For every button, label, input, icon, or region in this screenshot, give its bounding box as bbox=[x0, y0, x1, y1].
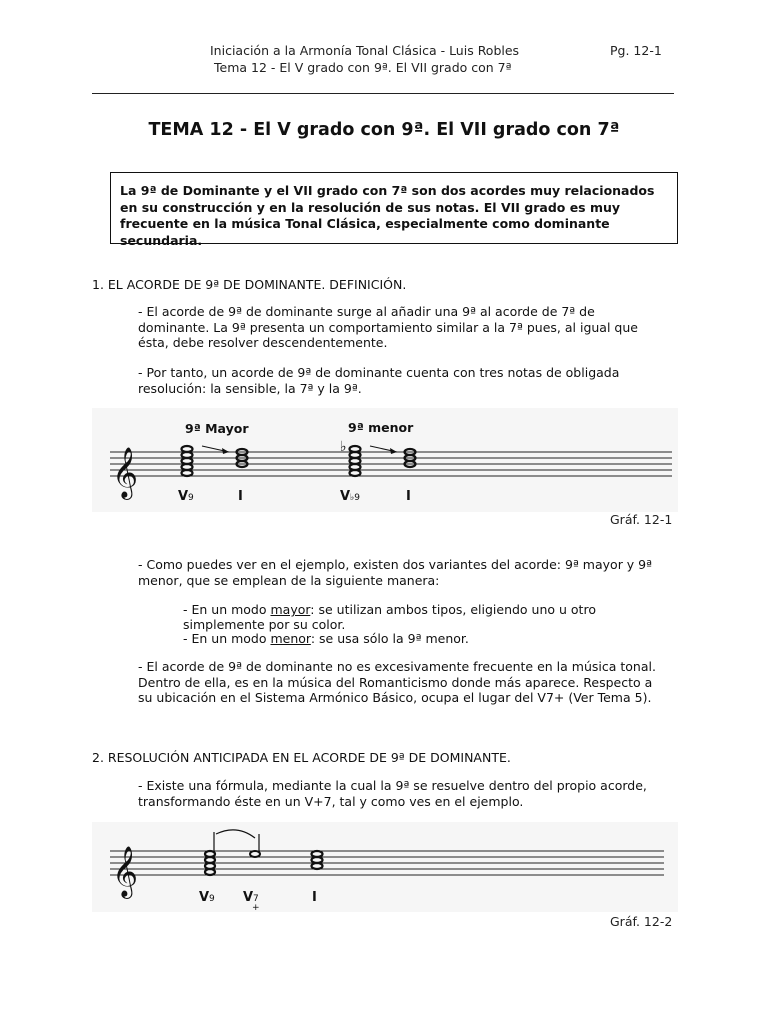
label-9-major: 9ª Mayor bbox=[185, 421, 249, 436]
header-divider bbox=[92, 93, 674, 94]
staff-svg-2 bbox=[92, 822, 678, 912]
list-item-major bbox=[183, 602, 596, 618]
roman-v7: V bbox=[243, 890, 254, 905]
header-topic: Tema 12 - El V grado con 9ª. El VII grado con 7ª bbox=[214, 60, 512, 75]
section-1-paragraph-1: - El acorde de 9ª de dominante surge al añadir una 9ª al acorde de 7ª de dominante. La 9ª presenta un comportamiento similar a la 7ª pues, al igual que ésta, debe resolver descendentemente. bbox=[138, 304, 638, 350]
label-9-minor: 9ª menor bbox=[348, 420, 414, 435]
header-doc-title: Iniciación a la Armonía Tonal Clásica - Luis Robles bbox=[210, 43, 520, 58]
list-item-minor-underlined: menor bbox=[270, 631, 311, 646]
chord-v9-ex2 bbox=[205, 851, 215, 875]
roman-i-2: I bbox=[406, 489, 411, 504]
section-1-paragraph-4: - El acorde de 9ª de dominante no es excesivamente frecuente en la música tonal. Dentro de ella, es en la música del Romanticismo donde más aparece. Respecto a su ubicación en el Sistema Armónico Básico, ocupa el lugar del V7+ (Ver Tema 5). bbox=[138, 659, 656, 705]
list-item-major-pre: - En un modo bbox=[183, 602, 271, 617]
roman-v7-plus: + bbox=[252, 903, 260, 912]
music-example-1 bbox=[92, 408, 678, 512]
roman-v9: V bbox=[178, 489, 189, 504]
roman-v7-sub: 7 bbox=[253, 894, 259, 904]
section-2-paragraph-1: - Existe una fórmula, mediante la cual la 9ª se resuelve dentro del propio acorde, transformando éste en un V+7, tal y como ves en el ejemplo. bbox=[138, 778, 647, 809]
figure-1-caption: Gráf. 12-1 bbox=[610, 512, 673, 527]
flat-icon: ♭ bbox=[340, 439, 347, 455]
figure-2-caption: Gráf. 12-2 bbox=[610, 914, 673, 929]
section-2-heading: 2. RESOLUCIÓN ANTICIPADA EN EL ACORDE DE 9ª DE DOMINANTE. bbox=[92, 750, 511, 765]
roman-v9-ex2: V bbox=[199, 890, 210, 905]
treble-clef-icon: 𝄞 bbox=[112, 447, 139, 498]
list-item-major-underlined: mayor bbox=[270, 602, 311, 617]
list-item-major-line-2: simplemente por su color. bbox=[183, 617, 346, 632]
roman-vb9: V bbox=[340, 489, 351, 504]
chord-v9 bbox=[182, 446, 193, 476]
header-page-number: Pg. 12-1 bbox=[610, 43, 662, 58]
arrow-head-1 bbox=[222, 448, 229, 454]
roman-i-ex2: I bbox=[312, 890, 317, 905]
section-1-heading: 1. EL ACORDE DE 9ª DE DOMINANTE. DEFINICIÓN. bbox=[92, 277, 407, 292]
chord-vb9 bbox=[350, 446, 361, 476]
section-1-paragraph-2: - Por tanto, un acorde de 9ª de dominante cuenta con tres notas de obligada resolución: la sensible, la 7ª y la 9ª. bbox=[138, 365, 620, 396]
roman-vb9-sub: ♭9 bbox=[350, 493, 360, 503]
section-1-paragraph-3: - Como puedes ver en el ejemplo, existen dos variantes del acorde: 9ª mayor y 9ª menor, que se emplean de la siguiente manera: bbox=[138, 557, 653, 588]
list-item-minor bbox=[183, 631, 469, 647]
roman-v9-ex2-sub: 9 bbox=[209, 894, 215, 904]
chord-i-ex2 bbox=[312, 851, 323, 869]
staff-svg-1 bbox=[92, 408, 678, 512]
slur bbox=[216, 830, 255, 838]
list-item-major-post: : se utilizan ambos tipos, eligiendo uno u otro bbox=[310, 602, 596, 617]
roman-i: I bbox=[238, 489, 243, 504]
music-example-2 bbox=[92, 822, 678, 912]
list-item-minor-post: : se usa sólo la 9ª menor. bbox=[310, 631, 469, 646]
intro-text: La 9ª de Dominante y el VII grado con 7ª son dos acordes muy relacionados en su construcción y en la resolución de sus notas. El VII grado es muy frecuente en la música Tonal Clásica, especialmente como dominante secundaria. bbox=[120, 183, 655, 248]
arrow-head-2 bbox=[390, 448, 397, 454]
list-item-minor-pre: - En un modo bbox=[183, 631, 271, 646]
roman-v9-sub: 9 bbox=[188, 493, 194, 503]
treble-clef-icon-2: 𝄞 bbox=[112, 846, 139, 897]
page-title: TEMA 12 - El V grado con 9ª. El VII grado con 7ª bbox=[148, 120, 620, 140]
